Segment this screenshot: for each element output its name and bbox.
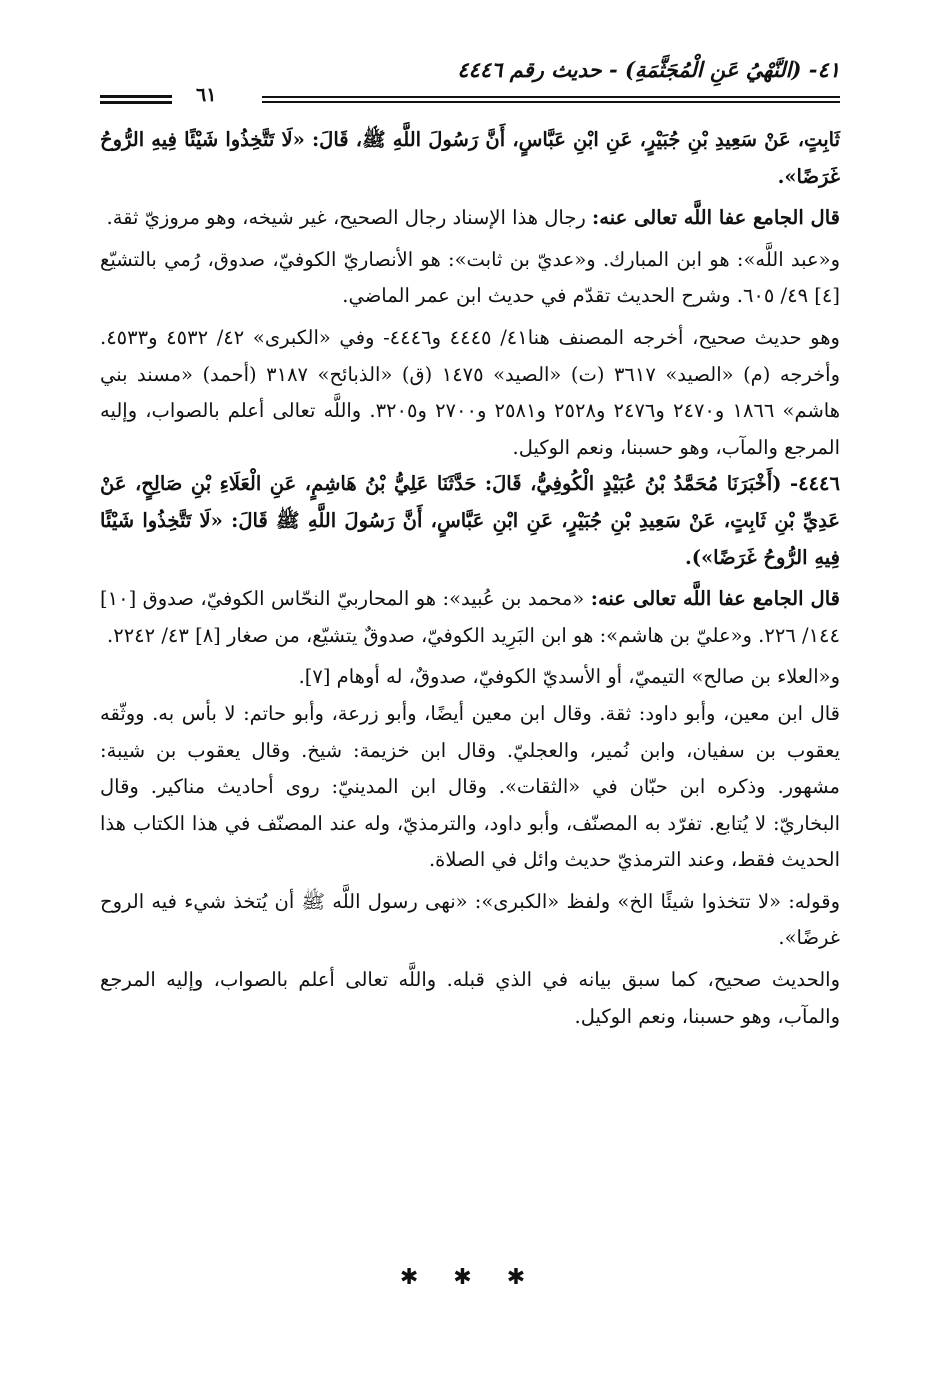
paragraph-text: و«العلاء بن صالح» التيميّ، أو الأسديّ الكوفيّ، صدوقٌ، له أوهام [٧]. (298, 665, 840, 689)
hadith-text: ٤٤٤٦- (أَخْبَرَنَا مُحَمَّدُ بْنُ عُبَيْدٍ الْكُوفِيُّ، قَالَ: حَدَّثَنَا عَلِيُّ بْنُ هَاشِمٍ، عَنِ الْعَلَاءِ بْنِ صَالِحٍ، عَنْ عَدِيِّ بْنِ ثَابِتٍ، عَنْ سَعِيدِ بْنِ جُبَيْرٍ، عَنِ ابْنِ عَبَّاسٍ، أَنَّ رَسُولَ اللَّهِ ﷺ قَالَ: «لَا تَتَّخِذُوا شَيْئًا فِيهِ الرُّوحُ غَرَضًا»). (100, 472, 840, 569)
paragraph-10 (100, 962, 840, 1035)
header-rule (100, 84, 840, 110)
paragraph-text: «محمد بن عُبيد»: هو المحاربيّ النحّاس الكوفيّ، صدوق [١٠] ١٤٤/ ٢٢٦. و«عليّ بن هاشم»: هو ابن البَرِيد الكوفيّ، صدوقٌ يتشيّع، من صغار [٨] ٤٣/ ٢٢٤٢. (100, 587, 840, 647)
page-header (100, 55, 840, 85)
paragraph-text: قال ابن معين، وأبو داود: ثقة. وقال ابن معين أيضًا، وأبو زرعة، وأبو حاتم: لا بأس به. ووثّقه يعقوب بن سفيان، وابن نُمير، والعجليّ. وقال ابن خزيمة: شيخ. وقال يعقوب بن شيبة: مشهور. وذكره ابن حبّان في «الثقات». وقال ابن المدينيّ: روى أحاديث مناكير. وقال البخاريّ: لا يُتابع. تفرّد به المصنّف، وأبو داود، والترمذيّ، وله عند المصنّف في هذا الكتاب هذا الحديث فقط، وعند الترمذيّ حديث وائل في الصلاة. (100, 701, 840, 872)
chapter-title: ٤١- (النَّهْيُ عَنِ الْمُجَثَّمَةِ) - حديث رقم ٤٤٤٦ (457, 57, 840, 82)
page-number: ٦١ (196, 84, 217, 106)
paragraph-5 (100, 466, 840, 576)
paragraph-7 (100, 659, 840, 696)
commentary-lead: قال الجامع عفا اللَّه تعالى عنه: (592, 206, 840, 230)
rule-line-right-top (262, 96, 840, 98)
rule-line-right-bottom (262, 101, 840, 103)
paragraph-9 (100, 884, 840, 957)
paragraph-text: والحديث صحيح، كما سبق بيانه في الذي قبله. واللَّه تعالى أعلم بالصواب، وإليه المرجع والمآب، وهو حسبنا، ونعم الوكيل. (100, 968, 840, 1028)
paragraph-1 (100, 122, 840, 195)
hadith-text: ثَابِتٍ، عَنْ سَعِيدِ بْنِ جُبَيْرٍ، عَنِ ابْنِ عَبَّاسٍ، أَنَّ رَسُولَ اللَّهِ ﷺ، قَالَ: «لَا تَتَّخِذُوا شَيْئًا فِيهِ الرُّوحُ غَرَضًا». (100, 128, 840, 188)
paragraph-text: و«عبد اللَّه»: هو ابن المبارك. و«عديّ بن ثابت»: هو الأنصاريّ الكوفيّ، صدوق، رُمي بالتشيّع [٤] ٤٩/ ٦٠٥. وشرح الحديث تقدّم في حديث ابن عمر الماضي. (100, 247, 840, 308)
paragraph-8 (100, 696, 840, 879)
paragraph-text: وهو حديث صحيح، أخرجه المصنف هنا٤١/ ٤٤٤٥ و٤٤٤٦- وفي «الكبرى» ٤٢/ ٤٥٣٢ و٤٥٣٣. وأخرجه (م) «الصيد» ٣٦١٧ (ت) «الصيد» ١٤٧٥ (ق) «الذبائح» ٣١٨٧ (أحمد) «مسند بني هاشم» ١٨٦٦ و٢٤٧٠ و٢٤٧٦ و٢٥٢٨ و٢٥٨١ و٢٧٠٠ و٣٢٠٥. واللَّه تعالى أعلم بالصواب، وإليه المرجع والمآب، وهو حسبنا، ونعم الوكيل. (100, 325, 841, 459)
paragraph-4 (100, 320, 840, 466)
paragraph-6 (100, 581, 840, 654)
rule-line-left-bottom (100, 101, 172, 104)
rule-line-left-top (100, 95, 172, 98)
commentary-lead: قال الجامع عفا اللَّه تعالى عنه: (590, 587, 840, 611)
main-text (100, 122, 840, 1035)
paragraph-text: رجال هذا الإسناد رجال الصحيح، غير شيخه، وهو مروزيّ ثقة. (106, 206, 593, 230)
paragraph-2 (100, 200, 840, 237)
section-separator: ✱ ✱ ✱ (399, 1265, 540, 1290)
paragraph-text: وقوله: «لا تتخذوا شيئًا الخ» ولفظ «الكبرى»: «نهى رسول اللَّه ﷺ أن يُتخذ شيء فيه الروح غرضًا». (100, 889, 840, 950)
paragraph-3 (100, 242, 840, 315)
